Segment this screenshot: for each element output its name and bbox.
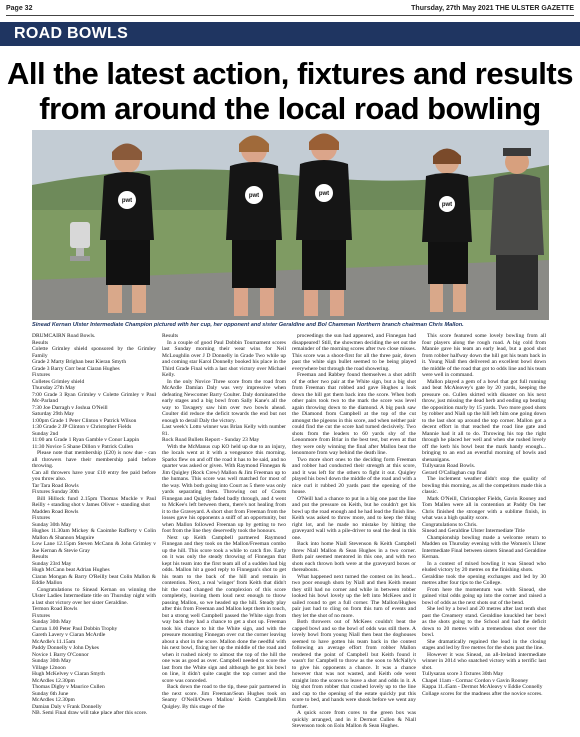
article-paragraph: Sunday 23rd May <box>32 560 72 567</box>
article-paragraph: Fixtures <box>32 612 51 619</box>
article-paragraph: NB. Semi Final draw will take place after this score. <box>32 710 148 716</box>
article-paragraph: Results <box>162 333 179 339</box>
article-paragraph: McArdles 12.30pm <box>32 677 75 684</box>
article-paragraph: Paddy Donnelly v John Dykes <box>32 645 99 651</box>
article-paragraph: 7:30 Joe Darragh v Joshua O'Neill <box>32 404 108 411</box>
article-paragraph: The inclement weather didn't stop the quality of bowling this morning, as all the competitors made this a classic. <box>422 476 546 495</box>
article-paragraph: Madden Road Bowls <box>32 508 79 515</box>
article-paragraph: This score featured some lovely bowling from all four players along the rough road. A big cold from Mannie gave his team an early lead, but a good shot from robber halfway down the hill got his team back in it. Young Niall then delivered an excellent bowl down the middle of the road that got to odds line and his team were well in command. <box>422 333 546 378</box>
article-paragraph: 1:00pm Grade 1 Peter Clinton v Patrick Wilson <box>32 417 137 424</box>
article-paragraph: Back down the road to the tip, these pair partnered in the next score. Jim Freeman/Sean Hughes took on Seamy O'Neill/Owen Mallon/ Keith Campbell/Jim Quigley. By this stage of the <box>162 684 286 710</box>
article-paragraph: Termon Road Bowls <box>32 606 78 612</box>
article-paragraph: Next up Keith Campbell partnered Raymond Finnegan and they took on the Mallon/Freeman combo up the hill. This score took a while to catch fire. Early on it was only the steady throwing of Finnegan that kept his team into the first team all of a sudden had big odds. Mallon hit a good reply to Finnegan's shot to get his team to the back of the hill and remain in contention. Next, a real 'winger' from Keith that didn't hit the road changed the complexion of this score completely, leaving them loud next enough to throw passing Mallon, so we headed up the hill. Steady play after this from Freeman and Mallon kept them in touch, but a strong well Campbell passed the White sign from way back they had a chance to get a shot up. Freeman took his chance to hit the White sign, and with the pressure mounting Finnegan over cut the corner leaving about a shot in the score. Mallon done the needful with his next bowl, fixing her up the middle of the road and when it rushed nicely to almost the top of the hill the one was as good as over. Campbell needed to score the last from the White sign and although he got his bowl on line, it didn't quite caught the top corner and the score was conceded. <box>162 534 286 684</box>
jersey-text: pwt <box>248 193 260 199</box>
article-paragraph: Sunday 30th May <box>32 521 72 528</box>
article-paragraph: Bill Hillock fund 2.15pm Thomas Muckle v Paul Reilly + standing shot v James Oliver + standing shot <box>32 495 156 508</box>
photo-caption: Sinead Kernan Ulster Intermediate Champion pictured with her cup, her opponent and sister Geraldine and Bol Chamman Northern branch chairman Chris Mallon. <box>32 322 464 328</box>
article-paragraph: Kappa 11.45am - Dermot McAleavy v Eddie Connelly <box>422 684 543 690</box>
article-paragraph: proceedings the sun had appeared, and Finnegan had disappeared! Still, the showmen deciding the set out the remainder of the morning scores after two close misses. This score was a shoot-first for all the three pair, down past the white sign bullet seemed to be being played everywhere but through the road showering. <box>292 333 416 372</box>
article-paragraph: However it was Sinead, an all-Ireland intermediate winner in 2014 who snatched victory with a terrific last shot. <box>422 651 546 671</box>
article-paragraph: Sunday 6th June <box>32 690 69 697</box>
article-paragraph: McArdles 12.30pm <box>32 697 75 703</box>
article-paragraph: 7:00 Grade 3 Ryan Grimley v Colette Grimley v Paul Mc-Parland <box>32 391 156 404</box>
article-paragraph: Fixtures Sunday 30th <box>32 489 80 495</box>
article-paragraph: Can all throwers have your £10 entry fee paid before you throw also. <box>32 469 156 482</box>
article-paragraph: Freeman and Rabbey found themselves a shot adrift of the other two pair at the White sign, but a big shot from Freeman that robbed and gave Hughes a look down the hill got them back into the score. When both other pairs took two to the mark the score was level again throwing down to the diamond. A big push saw the Diamond from Campbell at the top of the cut amongst the pigeons in this score, and when neither pair could find the cut the score had turned decisively. Two shots from the leaders to 60 yards shy of the Lenonmore from Briar in the best test, but even at that they were only winning the final after Mallon beat the lenonmore from way behind the death line. <box>292 372 416 456</box>
article-paragraph: Back into home Niall Stevenson & Keith Campbell threw Niall Mallon & Sean Hughes in a two corner. Both pair seemed mentored in this one, and with two shots each thrown both were at the graveyard boxes or thereabouts. <box>292 541 416 573</box>
article-paragraph: 1:30 Grade 2 JP Clinton v Christopher Fields <box>32 424 132 430</box>
article-paragraph: Curran 1.00 Peter Paul Dobbin Trophy <box>32 625 118 632</box>
article-paragraph: Hugh McCann beat Adrian Hughes <box>32 567 110 573</box>
article-column-4 <box>422 333 546 731</box>
article-paragraph: Sunday 30th May <box>32 658 72 664</box>
article-paragraph: Sunday 2nd <box>32 430 59 437</box>
article-paragraph: Colette Grimley shield sponsored by the Grimley Family <box>32 346 156 359</box>
article-paragraph: McArdle's 11.15am <box>32 638 76 645</box>
article-paragraph: Congratulations to Chris. <box>422 521 478 528</box>
article-paragraph: Fixtures <box>32 515 51 521</box>
article-paragraph: Rock Road Bullets Report - Sunday 23 May <box>162 437 260 443</box>
article-paragraph: She dramatically regained the lead in the closing stages and led by five metres for the shots past the line. <box>422 638 546 651</box>
headline-line-1: All the latest action, fixtures and results <box>7 56 573 91</box>
article-paragraph: Colletes Grimley shield <box>32 378 85 385</box>
page-header <box>0 0 580 16</box>
article-paragraph: With the McManus cup KO held up due to an injury, the locals went at it with a vengeance this morning. Sparks flew on and off the road it has to be said, and no quarter was asked or given. With Raymond Finnegan & Jim Quigley (Rock Crew) Mallon & Jim Freeman up to the humans. This score was well matched for most of the way. With both going into Court as 5 there was only yards separating them. Throwing out of Courts Finnegan and Quigley faded badly through, and 4 went to McKee's left between them, there's not healing from it to the Graveyard. A short shot from Freeman from the losses gave his opponents a sniff of an opportunity, but when Mallon followed Freeman up by getting to two foot from the line they deservedly took the honours. <box>162 443 286 534</box>
article-paragraph: Grade 3 Barry Corr beat Ciaran Hughes <box>32 365 120 372</box>
headline-line-2: from around the local road bowling <box>39 91 541 126</box>
article-column-1 <box>32 333 156 731</box>
article-paragraph: What happened next turned the contest on its head... two poor enough shots by Niall and then Keith meant they still had no corner and while in between robber looked his bowl lovely up the left into McKees and it sailed round to get a full corner. The Mallon/Hughes pair just had to cling on from this turn of events and they let the shot of no more. <box>292 573 416 619</box>
article-paragraph: Gareth Lavery v Ciaran McArdle <box>32 632 106 638</box>
article-paragraph: Sunday 30th May <box>32 619 72 625</box>
article-paragraph: Mallon played a gem of a bowl that got full running and beat McAleavey's gate by 20 yards, keeping the pressure on. Cullen skirted with disaster on his next throw, just missing the dead herb and ending up beating the opposition marly by 15 yards. Two more good shots by robber and Niall up the hill left him one going down to the last shot up around the top corner. Mallon got a decent effort in that reached the road line gate and Mannie had it all to do. Throwing his top the right through he placed her well and when she rushed lovely off the kerb his bowl beat the mark handy enough... bringing to an end an eventful morning of bowls and shenanigans. <box>422 378 546 463</box>
article-paragraph: Tullysaran Road Bowls. <box>422 463 476 469</box>
jersey-text: pwt <box>121 198 133 204</box>
article-paragraph: She led by a bowl and 20 metres after last tenth shot past the Creamery stand. Geraldine knuckled her bowl as the shots going to the School and had the deficit down to 20 metres with a tremendous shot over the bowl. <box>422 606 546 638</box>
article-paragraph: Fixtures <box>32 372 51 378</box>
article-paragraph: Both throwers out of McKees couldn't beat the capped bowl and so the bowl of odds was still there. A lovely bowl from young Niall then beat the doghouses seemed to have gotten his team back in the contest following an average effort from robber Mallon rendered the point of Campbell but Keith found it wasn't for Campbell to throw as the soon to McNally's to give his opponents a chance. It was a chance however that was not wasted, and Keith ode went straight into the scores to leave a shot and odds in it. A big shot from robber that crashed lovely up to the line and cap to the opening of the estate quickly put this score to bed, and hands were shook before we went any further. <box>292 619 416 710</box>
article-paragraph: Hugh McKelvey v Ciaran Smyth <box>32 671 105 677</box>
article-paragraph: Congratulations to Sinead Kernan on winning the Ulster Ladies Intermediate title on Thursday night with a last shot victory over her sister Geraldine. <box>32 586 156 606</box>
section-title: ROAD BOWLS <box>14 25 129 42</box>
article-paragraph: Novice 1 Barry O'Connor <box>32 651 89 658</box>
article-column-3 <box>292 333 416 731</box>
article-paragraph: Grade 2 Marty Brighan beat Kieran Smyth <box>32 359 127 365</box>
article-paragraph: Hughes 11.30am Mickey & Caoimhe Rafferty v Colin Mallon & Shannon Maguire <box>32 528 156 541</box>
dateline: Thursday, 27th May 2021 THE ULSTER GAZETTE <box>411 4 574 12</box>
photo-illustration <box>32 130 549 320</box>
article-paragraph: Two more short ones to the deciding form Freeman and robber had conducted their strength at this score, and it was left for the others to fight it out. Quigley played his bowl down the middle of the road and with a nice curl it rubbed 20 yards past the opening of the house. <box>292 456 416 495</box>
article-paragraph: Damian Daly v Frank Donnelly <box>32 703 102 710</box>
article-paragraph: Mark O'Neill, Christopher Fields, Gavin Rooney and Tom Mallen were all in contention at Paddy On her Chris finished the stronger with a sublime finish, in what was a high quality score. <box>422 495 546 521</box>
article-paragraph: Tar Tara Road Bowls <box>32 482 79 489</box>
article-body <box>32 333 549 731</box>
article-paragraph: In a couple of good Paul Dobbin Tournament scores last Sunday morning their wear wins for Neil McLoughlin over J D Donnelly in Grade Two while up and coming star Karol Donnelly booked his place in the Third Grade Final with a last shot victory over Michael Kelly. <box>162 339 286 378</box>
page-number: Page 32 <box>6 4 33 12</box>
article-paragraph: A quick score from cores to the green box was quickly arranged, and in it Dermot Cullen & Niall Stevenson took on Eoin Mallon & Sean Hughes. <box>292 710 416 729</box>
article-paragraph: Geraldine took the opening exchanges and led by 30 metres after four tips to the College. <box>422 573 546 586</box>
article-paragraph: 11:30 Novice 5 Shane Dillon v Patrick Cullen <box>32 443 134 450</box>
article-paragraph: 11:00 am Grade 1 Ryan Gamble v Conor Lappin <box>32 437 140 443</box>
article-paragraph: Thursday 27th May <box>32 385 76 391</box>
article-paragraph: Collage scores for the madness after the novice scores. <box>422 690 543 697</box>
article-paragraph: Sinead and Geraldine Ulster Intermediate Title <box>422 528 525 534</box>
header-rule <box>6 15 574 16</box>
article-paragraph: Last week's Lotto winner was Brian Kelly with number 81. <box>162 424 286 437</box>
article-paragraph: Results <box>32 339 49 346</box>
article-paragraph: In the only Novice Three score from the road from McArdle Damian Daly was very impressive when defeating Newcomer Barry Coulter. Daly dominated the early stages and a big bowl from Sally Kane's all the way to Tavagery saw him over two bowls ahead. Coulter did reduce the deficit towards the end but not enough to derail Daly the victory. <box>162 378 286 424</box>
article-paragraph: Championship bowling made a welcome return to Madden on Thursday evening with the Women's Ulster Intermediate Final between sisters Sinead and Geraldine Kernan. <box>422 534 546 560</box>
jersey-text: pwt <box>318 191 330 197</box>
section-banner <box>0 22 580 46</box>
article-paragraph: Gerard O'Callaghan cup final <box>422 469 487 476</box>
article-paragraph: DRUMCAIRN Road Bowls. <box>32 333 96 339</box>
article-paragraph: Chapel 11am - Cormac Cordon v Gavin Rooney <box>422 677 529 684</box>
article-paragraph: Results <box>32 554 49 560</box>
article-paragraph: Tullysaran score 3 fixtures 30th May <box>422 671 504 677</box>
article-paragraph: In a contest of mixed bowling it was Sinead who eluded victory by 20 metres on the finishing shots. <box>422 560 546 573</box>
article-paragraph: O'Neill had a chance to put in a big one past the line and put the pressure on Keith, but he couldn't get his bowl up the road enough and he had lead the finish line. Keith was asked to throw more, and to keep the thing right lot, and he made no mistake by hitting the graveyard wall with a pile-driver to seal the deal in this one. <box>292 495 416 541</box>
article-paragraph: Please note that membership (£20) is now due - can all throwers have their membership paid before throwing. <box>32 450 156 469</box>
article-paragraph: Village 12noon <box>32 664 66 671</box>
article-paragraph: From here the momentum was with Sinead, she gained vital odds going up into the corner and raised a bowl of odds as the next shots out of the bend. <box>422 586 546 606</box>
article-column-2 <box>162 333 286 731</box>
article-paragraph: Thomas Digby v Maurice Cullen <box>32 684 105 690</box>
article-paragraph: Saturday 29th May <box>32 411 75 417</box>
article-paragraph: Low Lane 12.15pm Steven McCann & John Grimley v Joe Kernan & Stevie Gray <box>32 541 156 554</box>
photo <box>32 130 549 320</box>
jersey-text: pwt <box>441 202 453 208</box>
article-paragraph: Ciaran Mongan & Barry O'Reilly beat Colin Mallon & Eddie Mallon <box>32 573 156 586</box>
